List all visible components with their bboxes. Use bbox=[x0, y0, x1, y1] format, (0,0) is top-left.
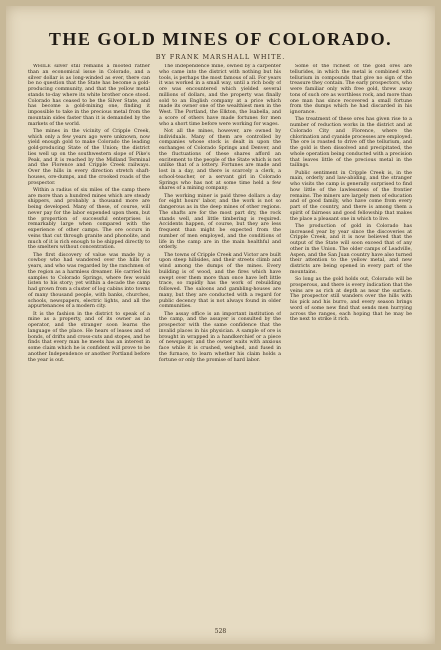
paragraph: It is the fashion in the district to speak of a mine as a property, and of its owner as an operator, and the stranger soon learns the language of the place. He hears of leases and of bonds, of drifts and cross-cuts and stopes, and he finds that every man he meets has an interest in some claim which he is confident will prove to be another Independence or another Portland before the year is out. bbox=[28, 311, 150, 363]
paragraph: The towns of Cripple Creek and Victor are built upon steep hillsides, and their streets climb and wind among the dumps of the mines. Every building is of wood, and the fires which have swept over them more than once have left little trace, so rapidly has the work of rebuilding followed. The saloons and gambling-houses are many, but they are conducted with a regard for public decency that is not always found in older communities. bbox=[159, 252, 281, 310]
text-column-3 bbox=[290, 64, 412, 624]
paragraph: Public sentiment in Cripple Creek is, in the main, orderly and law-abiding, and the stranger who visits the camp is generally surprised to find how little of the lawlessness of the frontier remains. The miners are largely men of education and of good family, who have come from every part of the country, and there is among them a spirit of fairness and good fellowship that makes the place a pleasant one in which to live. bbox=[290, 170, 412, 222]
text-column-1 bbox=[28, 64, 150, 624]
paragraph: The first discovery of value was made by a cowboy who had wandered over the hills for years, and who was regarded by the ranchmen of the region as a harmless dreamer. He carried his samples to Colorado Springs, where few would listen to his story; yet within a decade the camp had grown from a cluster of log cabins into towns of many thousand people, with banks, churches, schools, newspapers, electric lights, and all the appurtenances of a modern city. bbox=[28, 252, 150, 310]
page-number: 528 bbox=[214, 628, 227, 635]
paragraph: The Independence mine, owned by a carpenter who came into the district with nothing but his tools, is perhaps the most famous of all. For years it was worked in a small way, until a rich body of ore was encountered which yielded several millions of dollars, and the property was finally sold to an English company at a price which made its owner one of the wealthiest men in the West. The Portland, the Elkton, the Isabella, and a score of others have made fortunes for men who a short time before were working for wages. bbox=[159, 64, 281, 127]
text-columns bbox=[28, 64, 412, 624]
paragraph: So long as the gold holds out, Colorado will be prosperous, and there is every indication that the veins are as rich at depth as near the surface. The prospector still wanders over the hills with his pick and his burro, and every season brings word of some new find that sends men hurrying across the ranges, each hoping that he may be the next to strike it rich. bbox=[290, 277, 412, 323]
text-column-2 bbox=[159, 64, 281, 624]
paragraph: Some of the richest of the gold ores are tellurides, in which the metal is combined with tellurium in compounds that give no sign of the treasure they contain. The early prospectors, who were familiar only with free gold, threw away tons of such ore as worthless rock, and more than one man has since recovered a small fortune from the dumps which he had discarded in his ignorance. bbox=[290, 64, 412, 115]
paragraph: The production of gold in Colorado has increased year by year since the discoveries at Cripple Creek, and it is now believed that the output of the State will soon exceed that of any other in the Union. The older camps of Leadville, Aspen, and the San Juan country have also turned their attention to the yellow metal, and new districts are being opened in every part of the mountains. bbox=[290, 223, 412, 275]
paragraph: The assay office is an important institution of the camp, and the assayer is consulted by the prospector with the same confidence that the invalid places in his physician. A sample of ore is brought in wrapped in a handkerchief or a piece of newspaper, and the owner waits with anxious face while it is crushed, weighed, and fused in the furnace, to learn whether his claim holds a fortune or only the promise of hard labor. bbox=[159, 311, 281, 363]
paragraph: WHILE silver still remains a mooted rather than an economical issue in Colorado, and a silver dollar is as long-winded as ever, there can be no question that the State has become a gold-producing community, and that the yellow metal stands to-day where its white brother once stood. Colorado has ceased to be the Silver State, and has become a gold-mining one, finding it impossible to take in the precious metal from the mountain sides faster than it is demanded by the markets of the world. bbox=[28, 64, 150, 127]
magazine-page bbox=[6, 6, 435, 644]
paragraph: Not all the mines, however, are owned by individuals. Many of them are controlled by companies whose stock is dealt in upon the exchanges of Colorado Springs and Denver, and the fluctuations of these shares afford an excitement to the people of the State which is not unlike that of a lottery. Fortunes are made and lost in a day, and there is scarcely a clerk, a school-teacher, or a servant girl in Colorado Springs who has not at some time held a few shares of a mining company. bbox=[159, 128, 281, 192]
article-title: THE GOLD MINES OF COLORADO. bbox=[48, 29, 393, 49]
paragraph: Within a radius of six miles of the camp there are more than a hundred mines which are steady shippers, and probably a thousand more are being developed. Many of these, of course, will never pay for the labor expended upon them, but the proportion of successful enterprises is remarkably large when compared with the experience of other camps. The ore occurs in veins that cut through granite and phonolite, and much of it is rich enough to be shipped directly to the smelters without concentration. bbox=[28, 187, 150, 251]
paragraph: The mines in the vicinity of Cripple Creek, which only a few years ago were unknown, now yield enough gold to make Colorado the leading gold-producing State of the Union; the district lies well up on the southwestern slope of Pike's Peak, and it is reached by the Midland Terminal and the Florence and Cripple Creek railways. Over the hills in every direction stretch shaft-houses, ore-dumps, and the crooked roads of the prospector. bbox=[28, 128, 150, 186]
paragraph: The working miner is paid three dollars a day for eight hours' labor, and the work is not so dangerous as in the deep mines of other regions. The shafts are for the most part dry, the rock stands well, and little timbering is required. Accidents happen, of course, but they are less frequent than might be expected from the number of men employed, and the conditions of life in the camp are in the main healthful and orderly. bbox=[159, 193, 281, 251]
paragraph: The treatment of these ores has given rise to a number of reduction works in the district and at Colorado City and Florence, where the chlorination and cyanide processes are employed. The ore is roasted to drive off the tellurium, and the gold is then dissolved and precipitated, the whole operation being conducted with a precision that leaves little of the precious metal in the tailings. bbox=[290, 117, 412, 169]
article-byline: BY FRANK MARSHALL WHITE. bbox=[155, 53, 286, 61]
